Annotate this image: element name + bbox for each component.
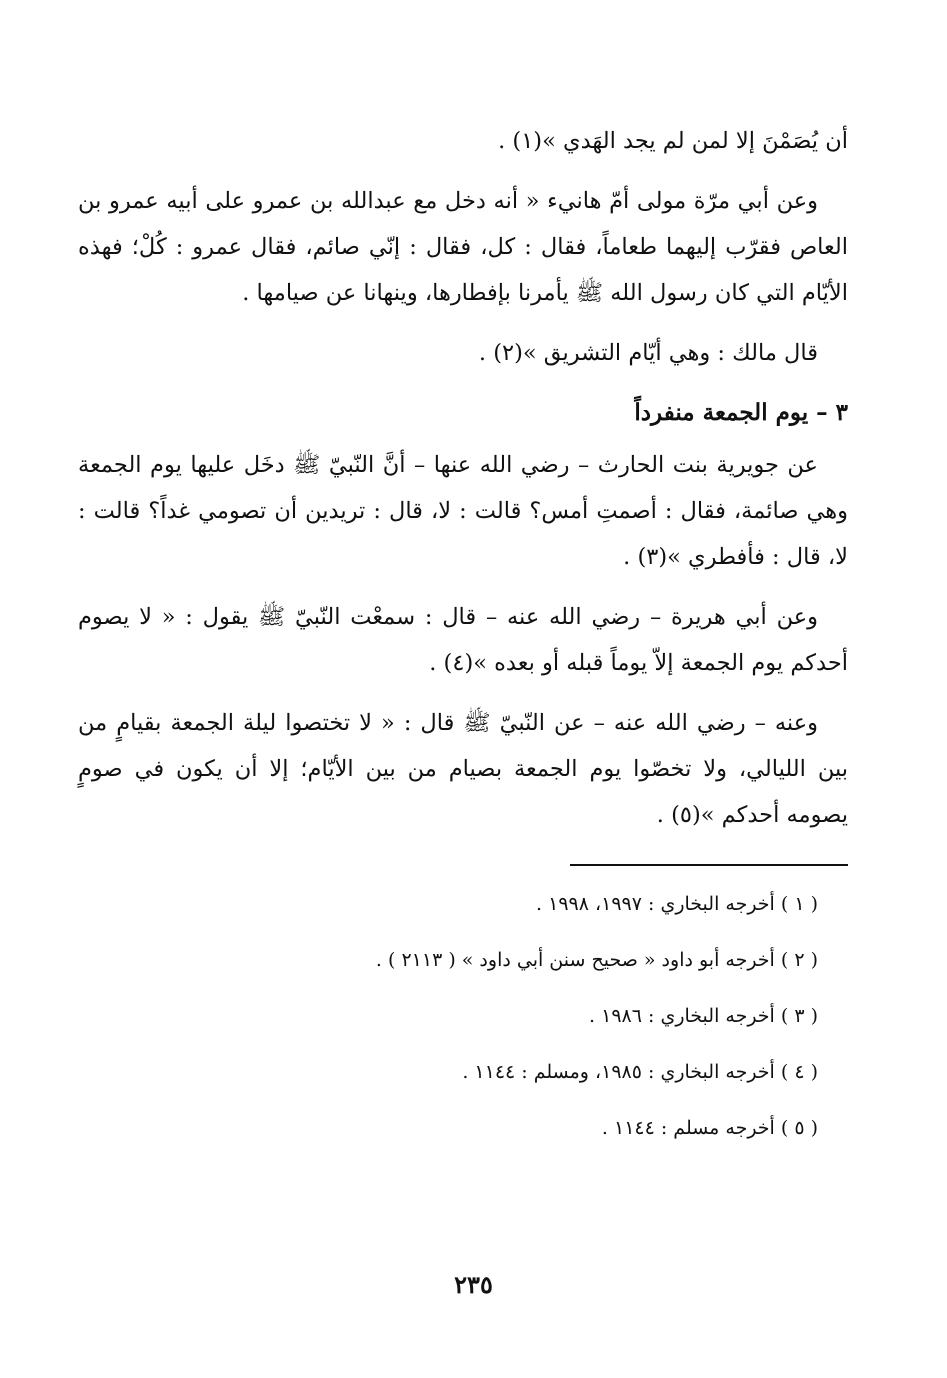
footnote-1: ( ١ ) أخرجه البخاري : ١٩٩٧، ١٩٩٨ . (536, 893, 818, 915)
footnote-4: ( ٤ ) أخرجه البخاري : ١٩٨٥، ومسلم : ١١٤٤ . (462, 1061, 818, 1083)
section-heading: ٣ – يوم الجمعة منفرداً (634, 399, 848, 426)
section-paragraph-1: عن جويرية بنت الحارث – رضي الله عنها – أنَّ النّبيّ ﷺ دخَل عليها يوم الجمعة وهي صائمة، فقال : أصمتِ أمس؟ قالت : لا، قال : تريدين أن تصومي غداً؟ قالت : لا، قال : فأفطري »(٣) . (78, 452, 848, 570)
book-page (78, 118, 848, 1156)
footnote-3: ( ٣ ) أخرجه البخاري : ١٩٨٦ . (589, 1005, 818, 1027)
footnote-2: ( ٢ ) أخرجه أبو داود « صحيح سنن أبي داود » ( ٢١١٣ ) . (375, 949, 818, 971)
section-paragraph-2: وعن أبي هريرة – رضي الله عنه – قال : سمعْت النّبيّ ﷺ يقول : « لا يصوم أحدكم يوم الجمعة إلاّ يوماً قبله أو بعده »(٤) . (78, 604, 848, 676)
paragraph-3: قال مالك : وهي أيّام التشريق »(٢) . (478, 340, 818, 366)
section-paragraph-3: وعنه – رضي الله عنه – عن النّبيّ ﷺ قال : « لا تختصوا ليلة الجمعة بقيامٍ من بين الليالي، ولا تخصّوا يوم الجمعة بصيام من بين الأيّام؛ إلا أن يكون في صومٍ يصومه أحدكم »(٥) . (78, 710, 848, 828)
page-number: ٢٣٥ (454, 1270, 493, 1299)
footnote-separator (570, 864, 848, 866)
paragraph-2: وعن أبي مرّة مولى أمّ هانيء « أنه دخل مع عبدالله بن عمرو على أبيه عمرو بن العاص فقرّب إليهما طعاماً، فقال : كل، فقال : إنّي صائم، فقال عمرو : كُلْ؛ فهذه الأيّام التي كان رسول الله ﷺ يأمرنا بإفطارها، وينهانا عن صيامها . (78, 188, 848, 306)
footnote-5: ( ٥ ) أخرجه مسلم : ١١٤٤ . (601, 1117, 818, 1139)
paragraph-1: أن يُصَمْنَ إلا لمن لم يجد الهَدي »(١) . (498, 128, 848, 154)
footnotes-list (78, 876, 848, 1156)
